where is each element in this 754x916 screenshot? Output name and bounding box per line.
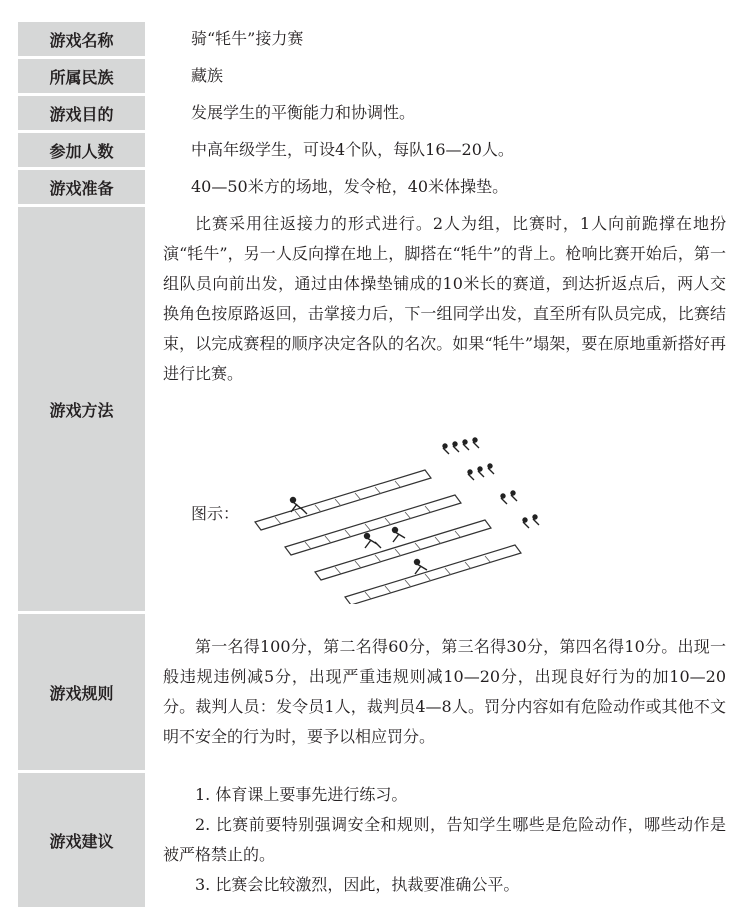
label-advice: 游戏建议 <box>18 772 145 909</box>
label-method: 游戏方法 <box>18 206 145 613</box>
value-advice <box>145 772 742 909</box>
value-method <box>145 206 742 613</box>
advice-item-1: 1. 体育课上要事先进行练习。 <box>195 785 408 804</box>
value-ethnic-group: 藏族 <box>145 58 742 95</box>
figure-label: 图示： <box>191 504 240 523</box>
label-purpose: 游戏目的 <box>18 95 145 132</box>
row-advice <box>18 772 742 909</box>
method-text: 比赛采用往返接力的形式进行。2人为组，比赛时，1人向前跪撑在地扮演“牦牛”，另一人反向撑在地上，脚搭在“牦牛”的背上。枪响比赛开始后，第一组队员向前出发，通过由体操垫铺成的10米长的赛道，到达折返点后，两人交换角色按原路返回，击掌接力后，下一组同学出发，直至所有队员完成，比赛结束，以完成赛程的顺序决定各队的名次。如果“牦牛”塌架，要在原地重新搭好再进行比赛。 <box>163 214 726 383</box>
advice-item-2: 2. 比赛前要特别强调安全和规则，告知学生哪些是危险动作，哪些动作是被严格禁止的。 <box>163 815 726 864</box>
value-rules <box>145 613 742 772</box>
row-participants <box>18 132 742 169</box>
label-game-name: 游戏名称 <box>18 22 145 58</box>
relay-track-illustration <box>245 424 545 604</box>
advice-item-3: 3. 比赛会比较激烈，因此，执裁要准确公平。 <box>195 875 520 894</box>
row-rules <box>18 613 742 772</box>
method-figure <box>163 419 726 609</box>
row-ethnic <box>18 58 742 95</box>
value-game-name: 骑“牦牛”接力赛 <box>145 22 742 58</box>
label-rules: 游戏规则 <box>18 613 145 772</box>
row-name <box>18 22 742 58</box>
row-preparation <box>18 169 742 206</box>
row-method <box>18 206 742 613</box>
rules-text: 第一名得100分，第二名得60分，第三名得30分，第四名得10分。出现一般违规违例减5分，出现严重违规则减10—20分，出现良好行为的加10—20分。裁判人员：发令员1人，裁判员4—8人。罚分内容如有危险动作或其他不文明不安全的行为时，要予以相应罚分。 <box>163 637 726 746</box>
label-preparation: 游戏准备 <box>18 169 145 206</box>
value-participants: 中高年级学生，可设4个队，每队16—20人。 <box>145 132 742 169</box>
value-purpose: 发展学生的平衡能力和协调性。 <box>145 95 742 132</box>
label-participants: 参加人数 <box>18 132 145 169</box>
label-ethnic-group: 所属民族 <box>18 58 145 95</box>
row-purpose <box>18 95 742 132</box>
game-info-table <box>18 22 742 910</box>
value-preparation: 40—50米方的场地，发令枪，40米体操垫。 <box>145 169 742 206</box>
